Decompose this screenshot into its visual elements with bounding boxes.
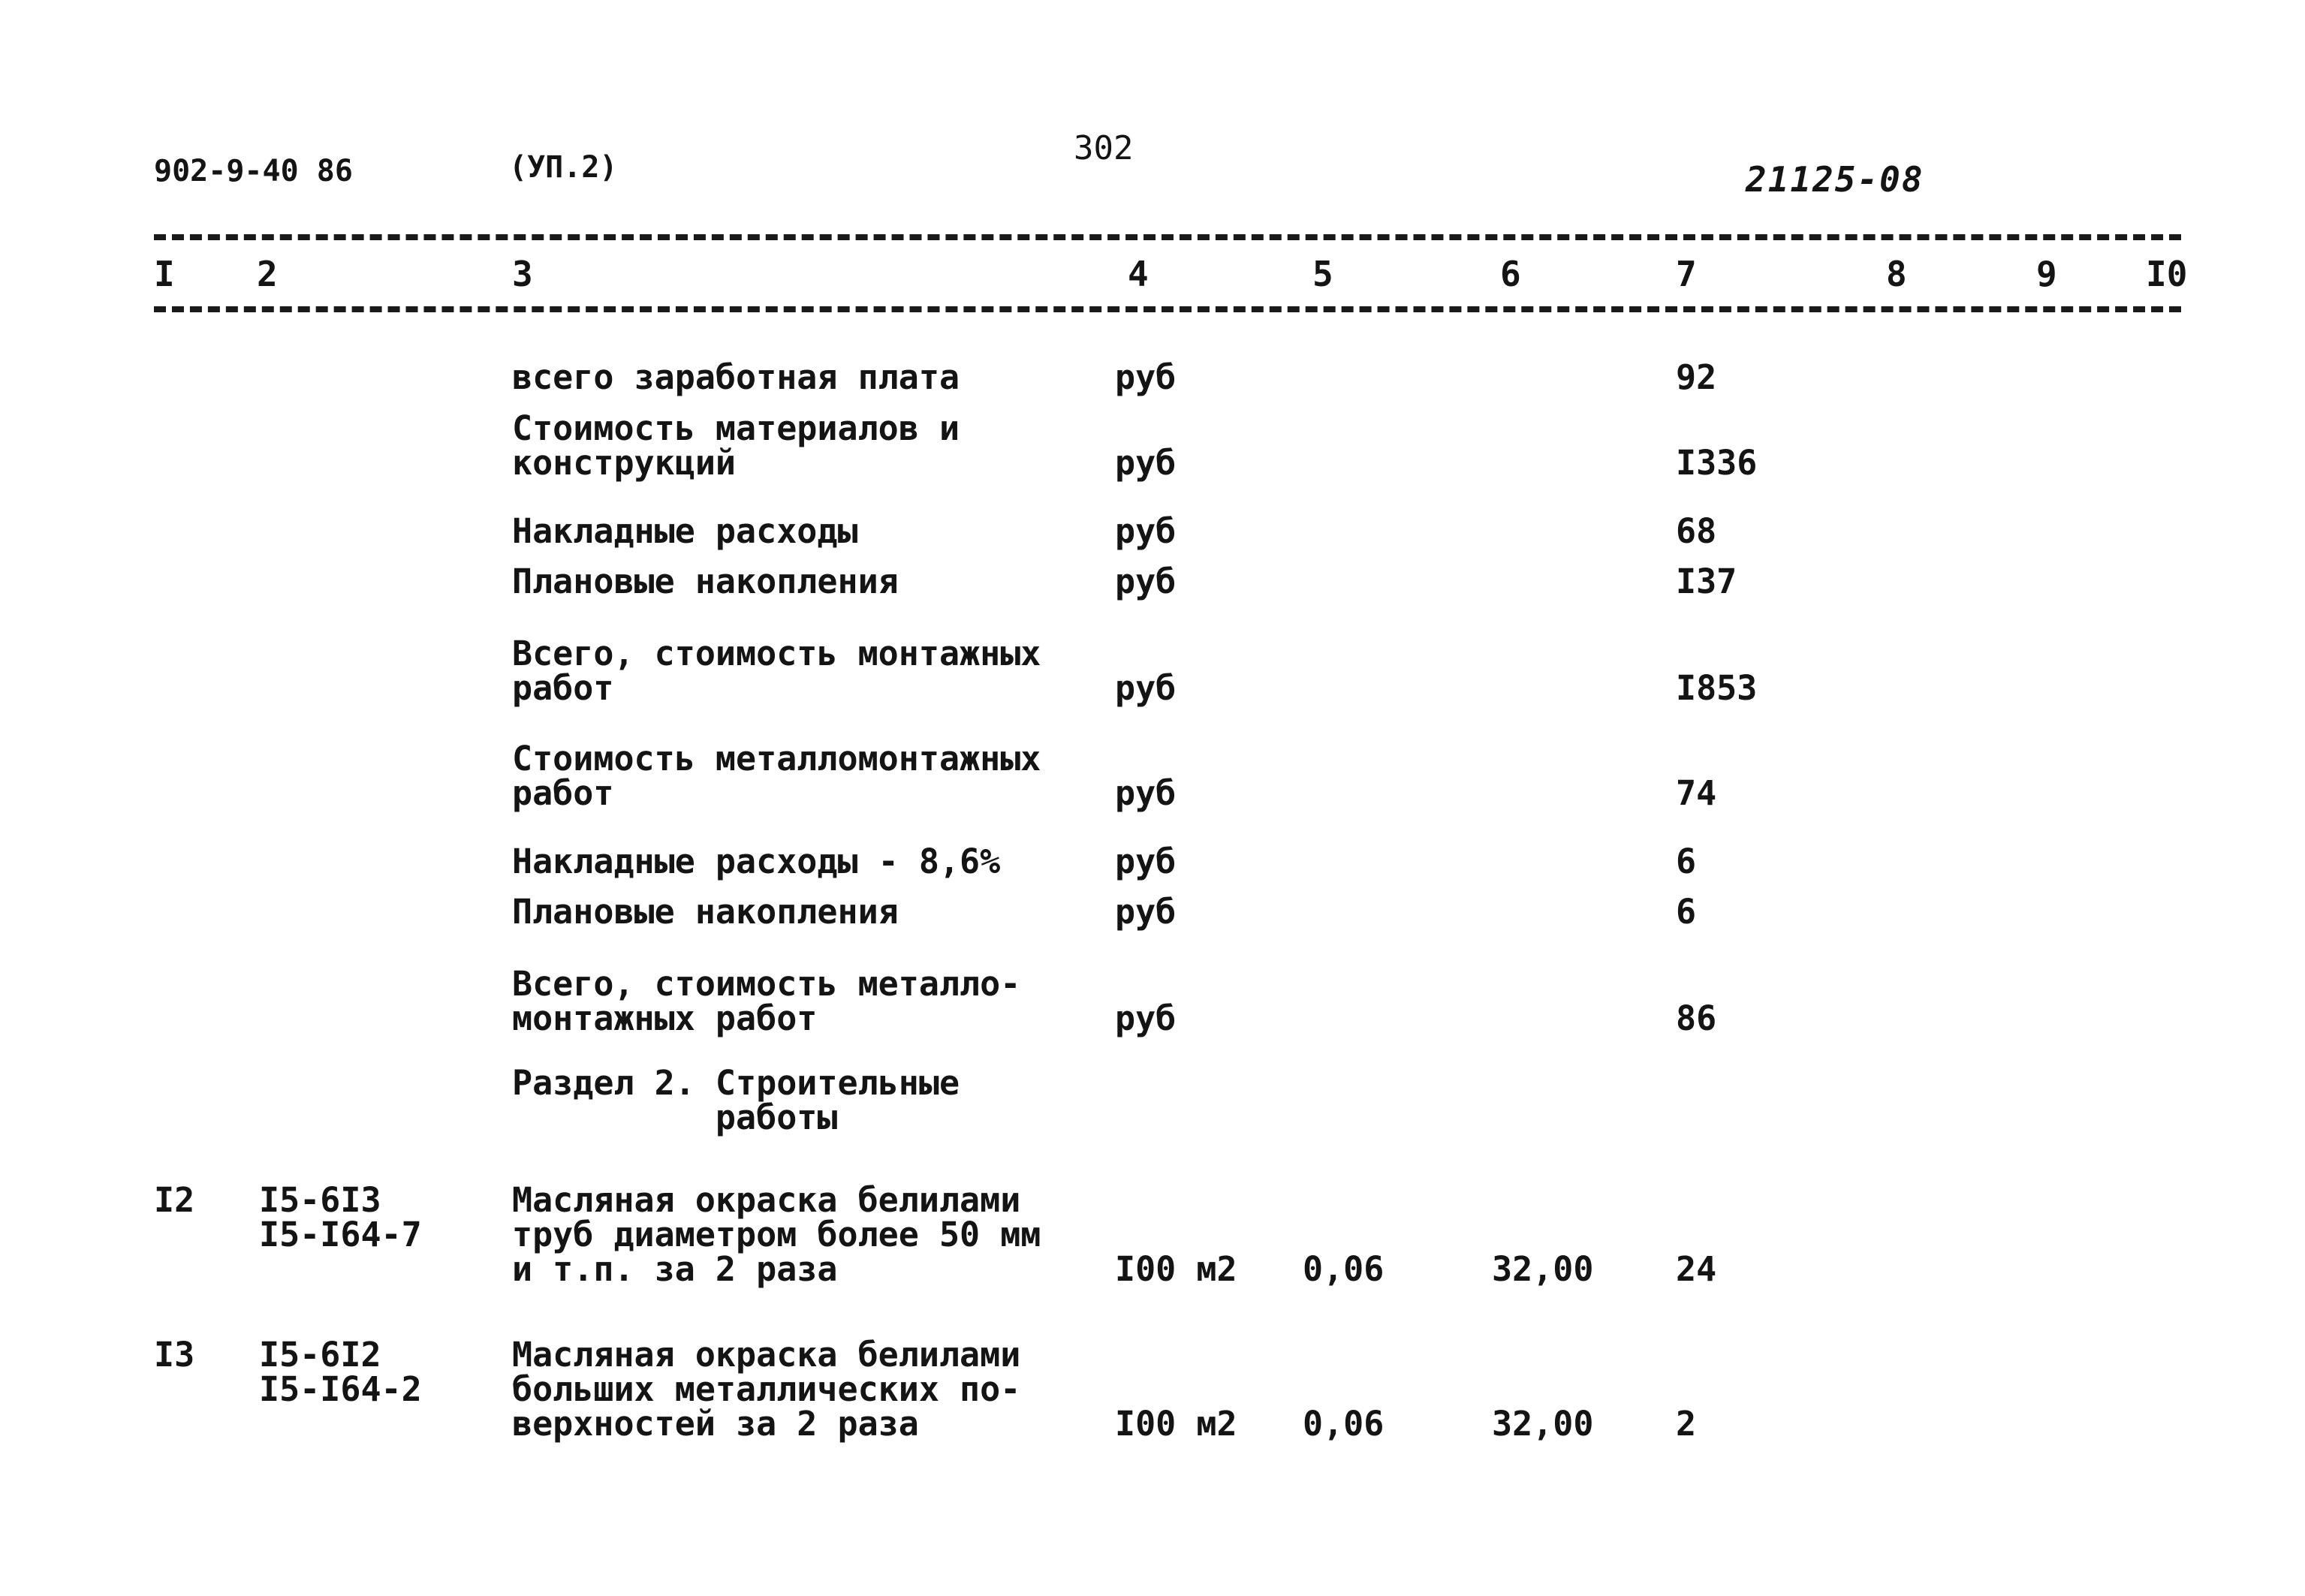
rate-code <box>259 1335 422 1409</box>
unit: I00 м2 <box>1115 1249 1237 1289</box>
work-description-line: Плановые накопления <box>512 892 899 932</box>
work-description <box>512 408 960 483</box>
work-description-line: конструкций <box>512 443 737 483</box>
total-cost: 6 <box>1676 892 1697 932</box>
work-description-line: монтажных работ <box>512 998 818 1038</box>
work-description-line: Плановые накопления <box>512 562 899 601</box>
work-description-line: работы <box>512 1098 838 1137</box>
column-number: 3 <box>512 254 533 294</box>
row-number: I2 <box>154 1180 195 1220</box>
rate-code-line: I5-I64-2 <box>259 1369 422 1409</box>
unit: руб <box>1115 892 1177 932</box>
work-description-line: Накладные расходы - 8,6% <box>512 842 1001 881</box>
work-description <box>512 964 1021 1038</box>
page-number: 302 <box>1074 129 1134 167</box>
work-description <box>512 892 899 932</box>
quantity: 0,06 <box>1303 1249 1385 1289</box>
column-number: 5 <box>1312 254 1333 294</box>
column-number: 8 <box>1886 254 1907 294</box>
work-description <box>512 1335 1021 1444</box>
total-cost: I336 <box>1676 443 1758 483</box>
unit-price: 32,00 <box>1492 1249 1594 1289</box>
work-description-line: Стоимость металломонтажных <box>512 739 1041 778</box>
work-description-line: Масляная окраска белилами <box>512 1335 1021 1375</box>
work-description <box>512 1063 960 1137</box>
total-cost: 74 <box>1676 773 1717 813</box>
work-description <box>512 511 858 551</box>
rate-code <box>259 1180 422 1254</box>
work-description <box>512 1180 1041 1289</box>
bottom-dashed-rule <box>154 306 2181 312</box>
work-description-line: Накладные расходы <box>512 511 858 551</box>
work-description-line: работ <box>512 773 614 813</box>
unit: I00 м2 <box>1115 1404 1237 1444</box>
column-number: 4 <box>1128 254 1149 294</box>
work-description <box>512 739 1041 813</box>
unit-price: 32,00 <box>1492 1404 1594 1444</box>
work-description-line: Раздел 2. Строительные <box>512 1063 960 1103</box>
unit: руб <box>1115 511 1177 551</box>
unit: руб <box>1115 842 1177 881</box>
unit: руб <box>1115 773 1177 813</box>
work-description-line: труб диаметром более 50 мм <box>512 1215 1041 1254</box>
unit: руб <box>1115 562 1177 601</box>
document-number: 21125-08 <box>1746 159 1924 200</box>
total-cost: 6 <box>1676 842 1697 881</box>
unit: руб <box>1115 443 1177 483</box>
work-description-line: верхностей за 2 раза <box>512 1404 919 1444</box>
total-cost: I37 <box>1676 562 1737 601</box>
total-cost: 86 <box>1676 998 1717 1038</box>
work-description <box>512 842 1001 881</box>
column-number: 2 <box>257 254 278 294</box>
work-description-line: Стоимость материалов и <box>512 408 960 448</box>
total-cost: I853 <box>1676 668 1758 708</box>
column-number: I0 <box>2146 254 2188 294</box>
work-description-line: Всего, стоимость металло- <box>512 964 1021 1004</box>
work-description-line: работ <box>512 668 614 708</box>
work-description <box>512 562 899 601</box>
column-number: 6 <box>1500 254 1521 294</box>
rate-code-line: I5-6I3 <box>259 1180 381 1220</box>
column-number: I <box>154 254 175 294</box>
total-cost: 2 <box>1676 1404 1697 1444</box>
total-cost: 24 <box>1676 1249 1717 1289</box>
unit: руб <box>1115 357 1177 397</box>
document-code: 902-9-40 86 <box>154 154 353 188</box>
album-label: (УП.2) <box>509 150 618 185</box>
work-description <box>512 357 960 397</box>
work-description-line: Всего, стоимость монтажных <box>512 634 1041 673</box>
work-description-line: больших металлических по- <box>512 1369 1021 1409</box>
work-description-line: всего заработная плата <box>512 357 960 397</box>
quantity: 0,06 <box>1303 1404 1385 1444</box>
unit: руб <box>1115 668 1177 708</box>
work-description-line: и т.п. за 2 раза <box>512 1249 838 1289</box>
top-dashed-rule <box>154 234 2181 240</box>
total-cost: 68 <box>1676 511 1717 551</box>
total-cost: 92 <box>1676 357 1717 397</box>
column-number: 7 <box>1676 254 1697 294</box>
column-number: 9 <box>2036 254 2057 294</box>
row-number: I3 <box>154 1335 195 1375</box>
work-description <box>512 634 1041 708</box>
rate-code-line: I5-I64-7 <box>259 1215 422 1254</box>
unit: руб <box>1115 998 1177 1038</box>
work-description-line: Масляная окраска белилами <box>512 1180 1021 1220</box>
rate-code-line: I5-6I2 <box>259 1335 381 1375</box>
